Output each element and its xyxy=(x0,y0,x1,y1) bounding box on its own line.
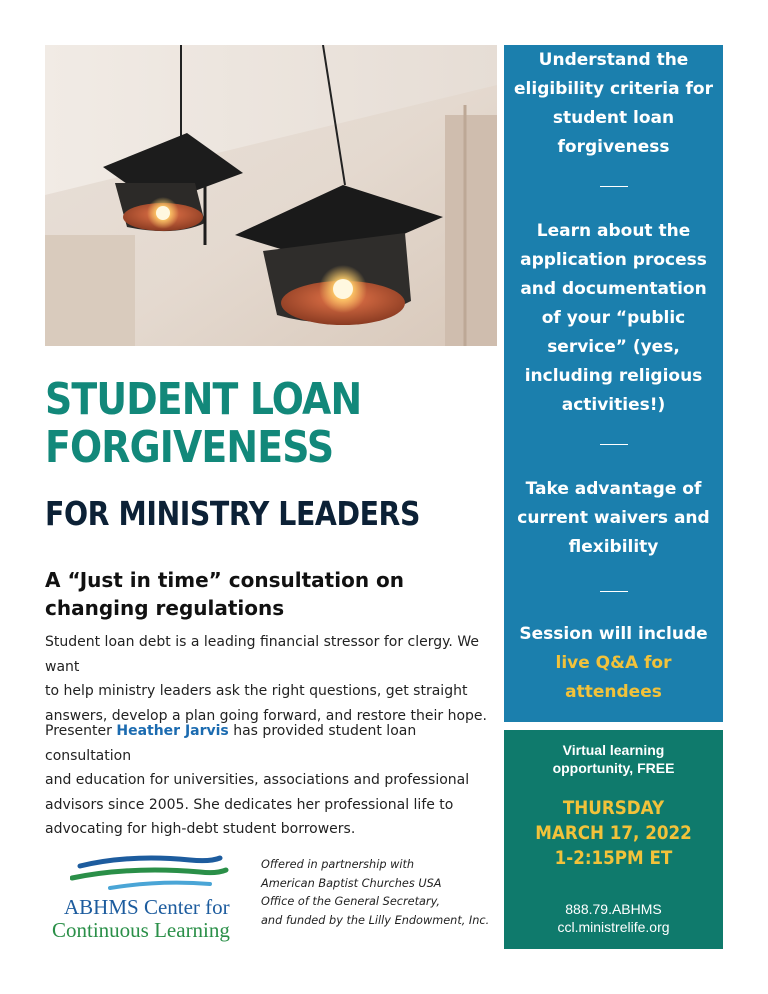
benefit-application-line: and documentation xyxy=(520,279,707,299)
logo-text-line-2: Continuous Learning xyxy=(52,918,230,942)
event-intro xyxy=(504,741,723,777)
graduation-cap-lamps-image xyxy=(45,45,497,346)
benefit-application-line: application process xyxy=(520,250,707,270)
intro-line-1: Student loan debt is a leading financial stressor for clergy. We want xyxy=(45,634,479,675)
benefit-waivers-line: Take advantage of xyxy=(525,479,702,499)
benefit-eligibility-line: forgiveness xyxy=(557,137,670,157)
title-line-1: STUDENT LOAN xyxy=(45,374,362,425)
abhms-logo xyxy=(50,852,250,947)
event-details-panel xyxy=(504,730,723,949)
benefit-qa-highlight: attendees xyxy=(565,682,662,702)
benefit-waivers-line: current waivers and xyxy=(517,508,710,528)
partner-line-1: Offered in partnership with xyxy=(261,858,415,871)
presenter-line-3: advisors since 2005. She dedicates her professional life to xyxy=(45,796,454,813)
event-contact xyxy=(504,900,723,936)
contact-phone: 888.79.ABHMS xyxy=(565,901,662,917)
divider xyxy=(600,186,628,187)
partnership-note xyxy=(261,856,491,930)
benefit-waivers xyxy=(504,475,723,562)
intro-paragraph xyxy=(45,630,490,728)
benefit-application-line: activities!) xyxy=(561,395,666,415)
partner-line-2: American Baptist Churches USA xyxy=(261,876,442,890)
benefit-application-line: including religious xyxy=(524,366,703,386)
presenter-line-1 xyxy=(45,719,490,768)
presenter-line-4: advocating for high-debt student borrowers. xyxy=(45,821,356,837)
benefit-application-line: service” (yes, xyxy=(547,337,680,357)
divider xyxy=(600,444,628,445)
benefit-qa-highlight: live Q&A for xyxy=(555,653,672,673)
event-date-line: MARCH 17, 2022 xyxy=(535,822,692,844)
benefit-application-line: Learn about the xyxy=(536,221,691,241)
benefit-qa-session xyxy=(504,620,723,707)
benefit-application xyxy=(504,217,723,420)
waves-icon xyxy=(70,852,230,894)
contact-website[interactable]: ccl.ministrelife.org xyxy=(557,919,670,935)
event-time: 1-2:15PM ET xyxy=(554,847,673,869)
title-main xyxy=(45,376,432,472)
title-line-2: FORGIVENESS xyxy=(45,422,334,473)
logo-text-line-1: ABHMS Center for xyxy=(64,895,230,919)
hero-photo xyxy=(45,45,497,346)
partner-line-4: and funded by the Lilly Endowment, Inc. xyxy=(261,913,490,927)
benefit-eligibility-line: Understand the xyxy=(538,50,689,70)
subtitle xyxy=(45,566,475,622)
presenter-prefix: Presenter xyxy=(45,723,117,739)
event-intro-line: opportunity, FREE xyxy=(552,760,675,776)
benefit-application-line: of your “public xyxy=(541,308,686,328)
presenter-rest: has provided student loan consultation xyxy=(45,723,417,764)
event-intro-line: Virtual learning xyxy=(562,742,665,758)
presenter-paragraph xyxy=(45,719,490,842)
benefit-waivers-line: flexibility xyxy=(568,537,659,557)
benefit-eligibility xyxy=(504,46,723,162)
event-day: THURSDAY xyxy=(562,797,665,819)
benefits-panel xyxy=(504,45,723,722)
event-date xyxy=(517,796,710,871)
benefit-eligibility-line: student loan xyxy=(552,108,675,128)
subtitle-line-2: changing regulations xyxy=(45,596,285,620)
title-subline: FOR MINISTRY LEADERS xyxy=(45,494,420,533)
presenter-name: Heather Jarvis xyxy=(116,723,229,739)
benefit-eligibility-line: eligibility criteria for xyxy=(514,79,713,99)
presenter-line-2: and education for universities, associations and professional xyxy=(45,772,470,788)
benefit-qa-line: Session will include xyxy=(519,624,708,644)
divider xyxy=(600,591,628,592)
partner-line-3: Office of the General Secretary, xyxy=(261,895,440,908)
subtitle-line-1: A “Just in time” consultation on xyxy=(45,568,405,592)
intro-line-2: to help ministry leaders ask the right questions, get straight xyxy=(45,683,468,699)
intro-line-3: answers, develop a plan going forward, and restore their hope. xyxy=(45,707,487,724)
